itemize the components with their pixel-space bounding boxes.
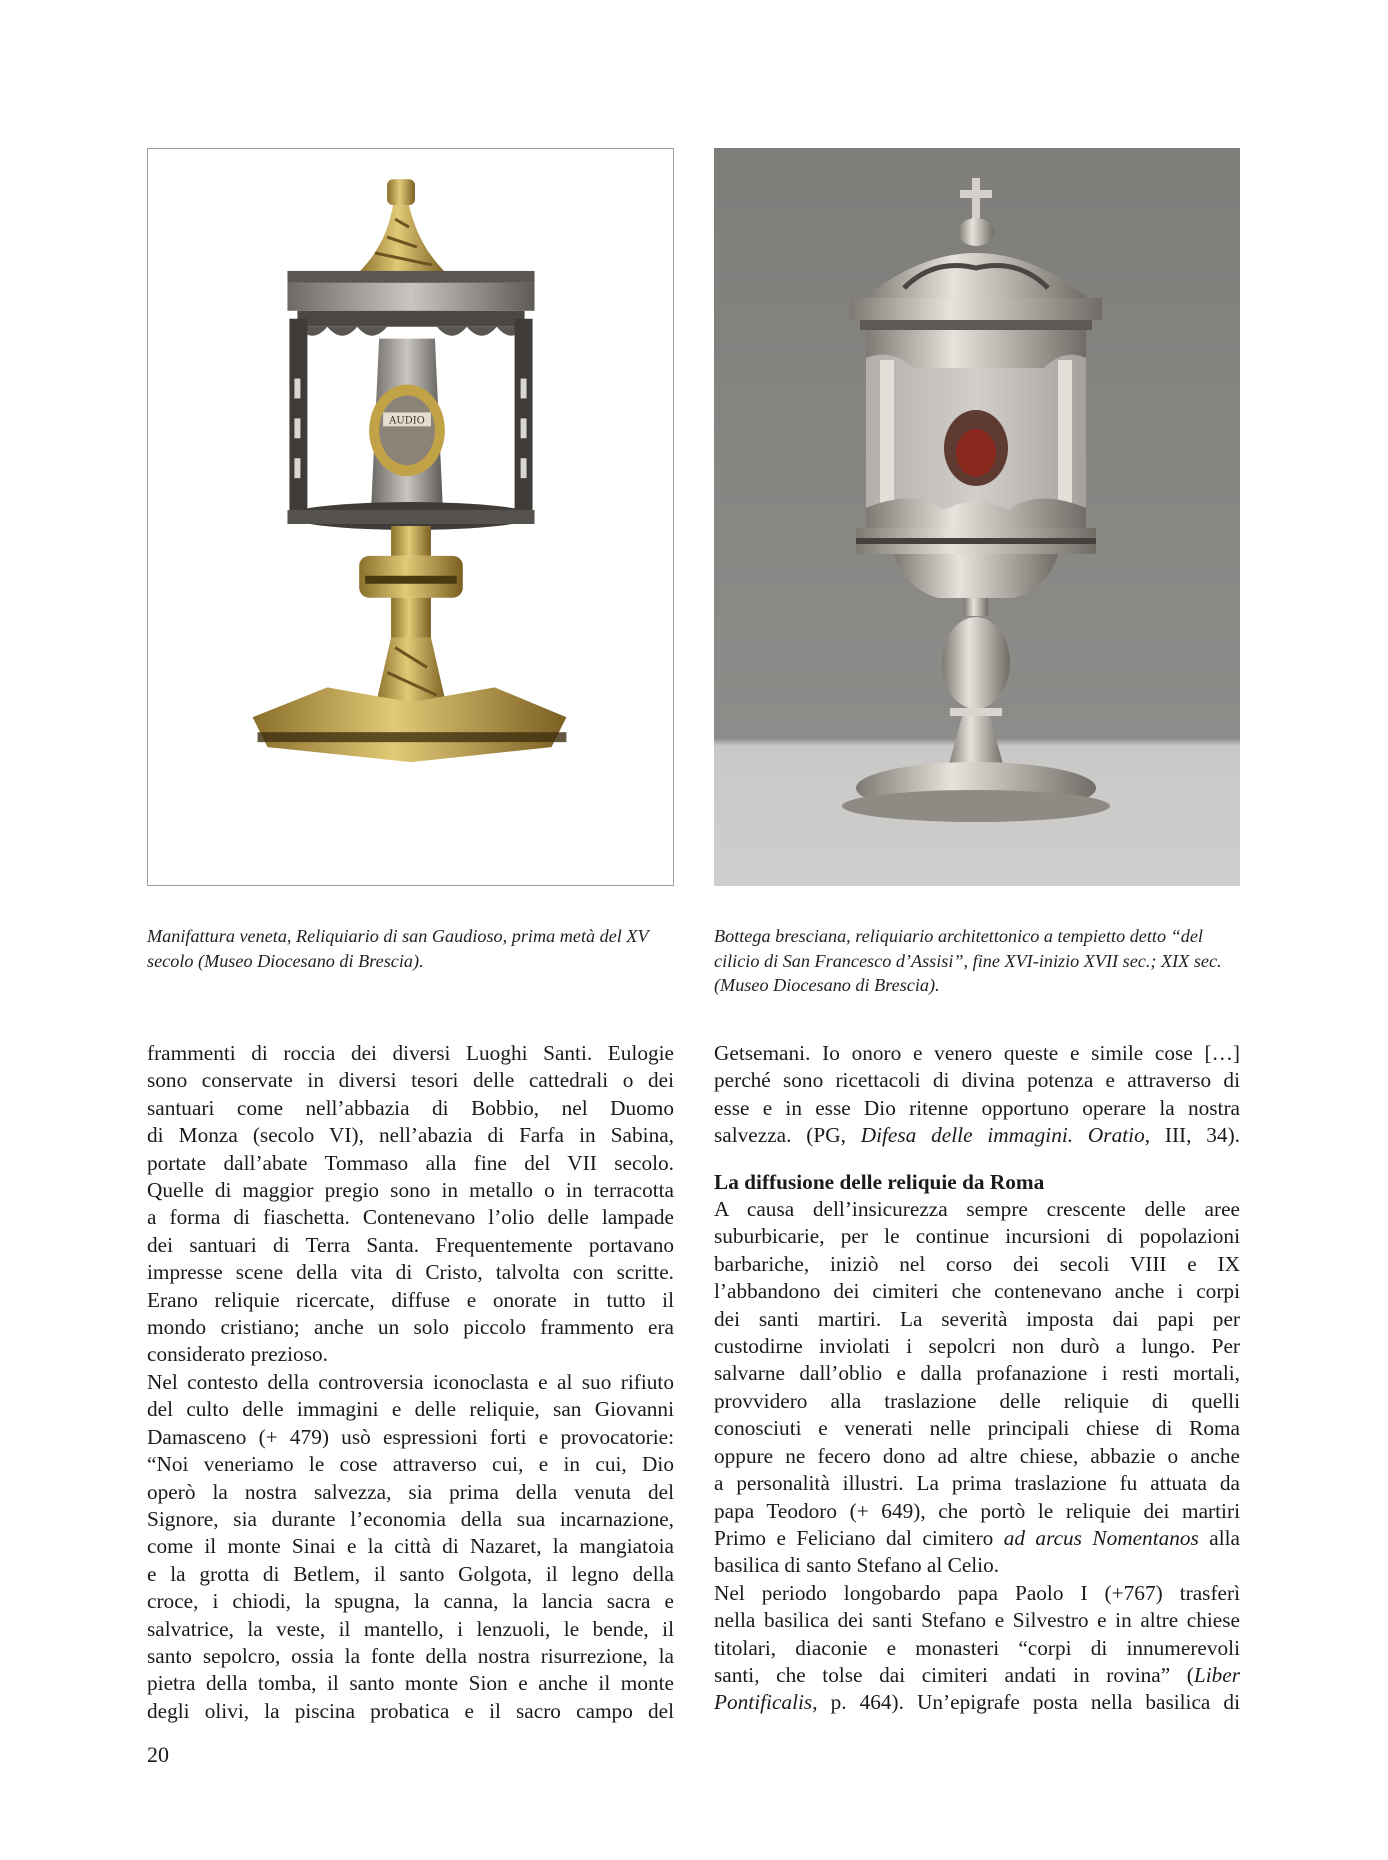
body-text-right-column (714, 1040, 1240, 1717)
text-line: “Noi veneriamo le cose attraverso cui, e in cui, Dio (147, 1452, 674, 1477)
text-line: salvarne dall’oblio e dalla profanazione i resti mortali, (714, 1361, 1240, 1386)
figure-caption-left: Manifattura veneta, Reliquiario di san Gaudioso, prima metà del XV secolo (Museo Diocesano di Brescia). (147, 926, 649, 971)
text-line: e la grotta di Betlem, il santo Golgota, il legno della (147, 1561, 674, 1586)
text-line: Pontificalis, p. 464). Un’epigrafe posta nella basilica di (714, 1690, 1240, 1715)
text-line: a personalità illustri. La prima traslazione fu attuata da (714, 1471, 1240, 1496)
text-line: Primo e Feliciano dal cimitero ad arcus Nomentanos alla (714, 1525, 1240, 1550)
text-line: santo sepolcro, ossia la fonte della nostra risurrezione, la (147, 1643, 674, 1668)
text-line: A causa dell’insicurezza sempre crescente delle aree (714, 1197, 1240, 1222)
quote-line: esse e in esse Dio ritenne opportuno operare la nostra (714, 1095, 1240, 1120)
text-line: a forma di fiaschetta. Contenevano l’olio delle lampade (147, 1205, 674, 1230)
quote-line: perché sono ricettacoli di divina potenza e attraverso di (714, 1068, 1240, 1093)
text-line: santi, che tolse dai cimiteri andati in rovina” (Liber (714, 1662, 1240, 1687)
text-line: papa Teodoro (+ 649), che portò le reliquie dei martiri (714, 1498, 1240, 1523)
text-line: Quelle di maggior pregio sono in metallo o in terracotta (147, 1178, 674, 1203)
section-heading: La diffusione delle reliquie da Roma (714, 1169, 1045, 1194)
figure-reliquary-tempietto (714, 148, 1240, 886)
latin-place-name: ad arcus Nomentanos (1003, 1525, 1199, 1550)
text-line: titolari, diaconie e monasteri “corpi di innumerevoli (714, 1635, 1240, 1660)
text-line: Erano reliquie ricercate, diffuse e onorate in tutto il (147, 1287, 674, 1312)
text-line: suburbicarie, per le continue incursioni di popolazioni (714, 1224, 1240, 1249)
text-line: basilica di santo Stefano al Celio. (714, 1553, 1000, 1578)
text-line: degli olivi, la piscina probatica e il sacro campo del (147, 1698, 674, 1723)
figure-reliquary-san-gaudioso (147, 148, 674, 886)
text-line: come il monte Sinai e la città di Nazaret, la mangiatoia (147, 1534, 674, 1559)
text-line: Signore, sia durante l’economia della sua incarnazione, (147, 1506, 674, 1531)
text-line: pietra della tomba, il santo monte Sion e anche il monte (147, 1671, 674, 1696)
text-line: barbariche, iniziò nel corso dei secoli VIII e IX (714, 1251, 1240, 1276)
page-number: 20 (147, 1742, 169, 1767)
text-line: provvidero alla traslazione delle reliquie di quelli (714, 1388, 1240, 1413)
text-line: mondo cristiano; anche un solo piccolo frammento era (147, 1315, 674, 1340)
text-line: operò la nostra salvezza, sia prima della venuta del (147, 1479, 674, 1504)
citation-work-title: Difesa delle immagini. Oratio (860, 1123, 1145, 1148)
text-line: santuari come nell’abbazia di Bobbio, nel Duomo (147, 1095, 674, 1120)
text-line: Nel periodo longobardo papa Paolo I (+767) trasferì (714, 1580, 1240, 1605)
text-line: oppure ne fecero dono ad altre chiese, abbazie o anche (714, 1443, 1240, 1468)
text-line: impresse scene della vita di Cristo, talvolta con scritte. (147, 1260, 674, 1285)
text-line: salvatrice, la veste, il mantello, i lenzuoli, le bende, il (147, 1616, 674, 1641)
text-line: dei santi martiri. La severità imposta dai papi per (714, 1306, 1240, 1331)
text-line: Nel contesto della controversia iconoclasta e al suo rifiuto (147, 1369, 674, 1394)
text-line: l’abbandono dei cimiteri che contenevano anche i corpi (714, 1279, 1240, 1304)
quote-line: Getsemani. Io onoro e venero queste e simile cose […] (714, 1041, 1240, 1065)
text-line: Damasceno (+ 479) usò espressioni forti e provocatorie: (147, 1424, 674, 1449)
text-line: conosciuti e venerati nelle principali chiese di Roma (714, 1416, 1240, 1441)
text-line: nella basilica dei santi Stefano e Silvestro e in altre chiese (714, 1608, 1240, 1633)
body-text-left-column (147, 1040, 674, 1725)
reliquary-tempietto-illustration (714, 148, 1240, 886)
text-line: di Monza (secolo VI), nell’abazia di Farfa in Sabina, (147, 1123, 674, 1148)
text-line: del culto delle immagini e delle reliquie, san Giovanni (147, 1397, 674, 1422)
citation-line: salvezza. (PG, Difesa delle immagini. Oratio, III, 34). (714, 1123, 1240, 1148)
text-line: considerato prezioso. (147, 1342, 328, 1367)
text-line: frammenti di roccia dei diversi Luoghi Santi. Eulogie (147, 1041, 674, 1065)
text-line: custodirne inviolati i sepolcri non durò a lungo. Per (714, 1334, 1240, 1359)
figure-caption-right: Bottega bresciana, reliquiario architettonico a tempietto detto “del cilicio di San Francesco d’Assisi”, fine XVI-inizio XVII sec.; XIX sec. (Museo Diocesano di Brescia). (714, 926, 1222, 995)
source-title: Liber (1193, 1662, 1240, 1687)
text-line: croce, i chiodi, la spugna, la canna, la lancia sacra e (147, 1589, 674, 1614)
svg-text:AUDIO: AUDIO (389, 415, 425, 427)
text-line: portate dall’abate Tommaso alla fine del VII secolo. (147, 1150, 674, 1175)
source-title: Pontificalis (714, 1690, 813, 1715)
text-line: dei santuari di Terra Santa. Frequentemente portavano (147, 1232, 674, 1257)
text-line: sono conservate in diversi tesori delle cattedrali o dei (147, 1068, 674, 1093)
reliquary-san-gaudioso-illustration (148, 149, 673, 885)
